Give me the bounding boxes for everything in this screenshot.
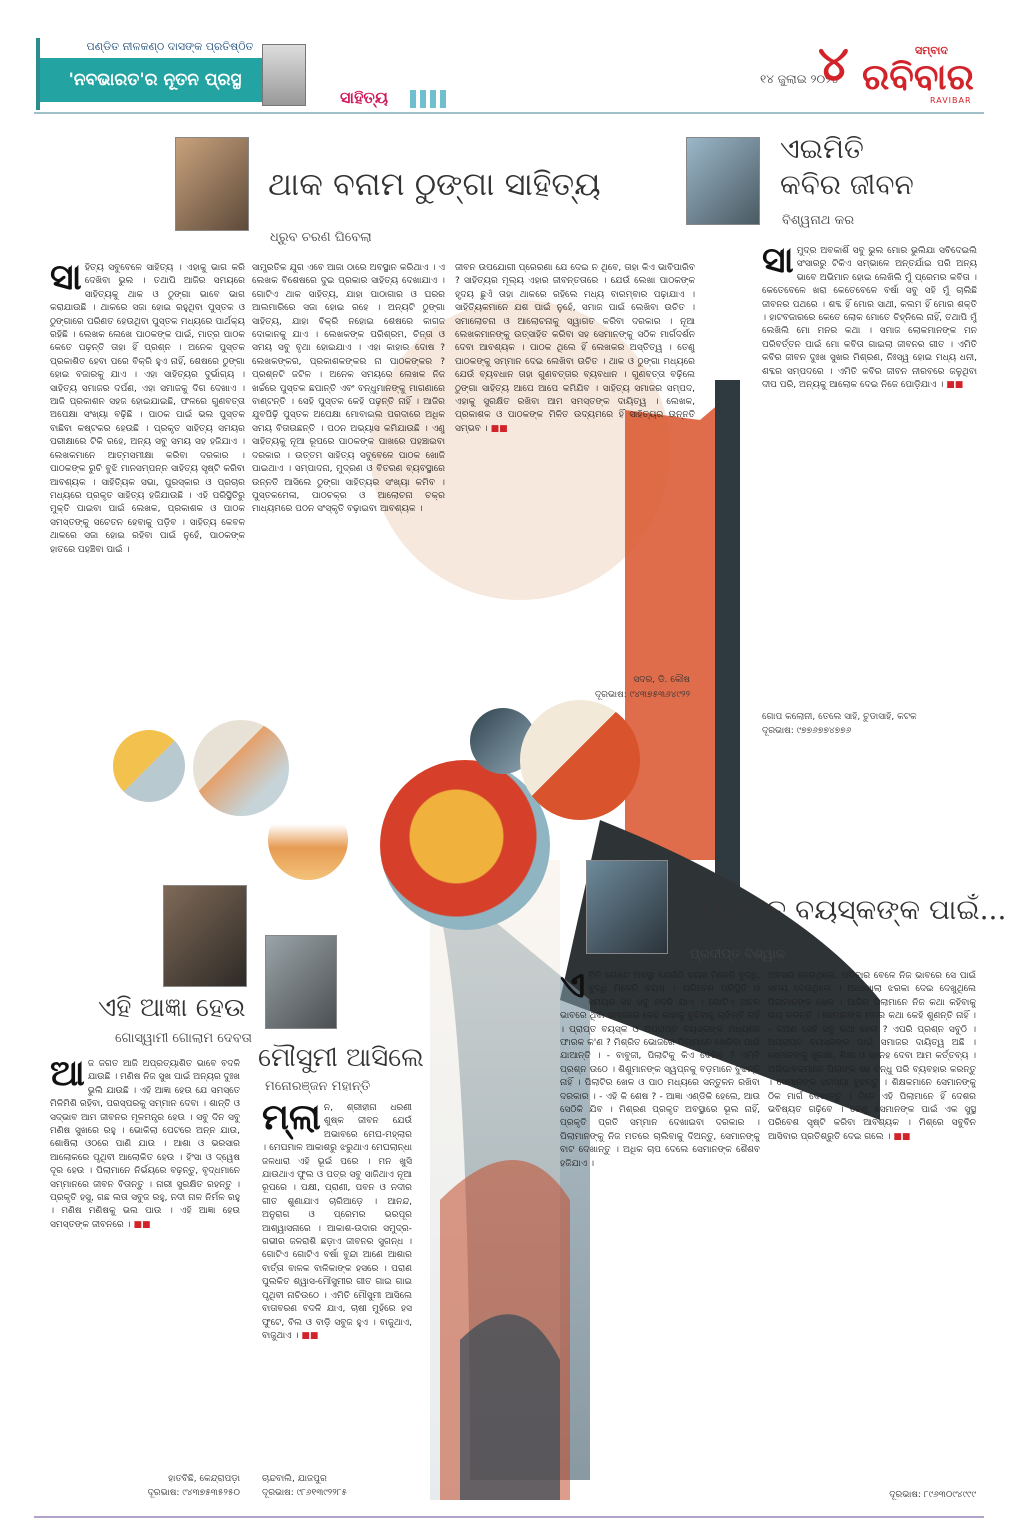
author-phone: ଦୂରଭାଷ: ୯୮୬୧୩୯୨୨୮୫: [262, 1488, 348, 1498]
article-byline: ପ୍ରଦୀପ୍ତ ବିଶ୍ୱାଳ: [690, 947, 786, 962]
page-number: ୪: [818, 36, 849, 92]
drop-cap: ସା: [50, 262, 82, 298]
article-headline: ଥାକ ବନାମ ଠୁଙ୍ଗା ସାହିତ୍ୟ: [268, 165, 601, 203]
author-photo: [586, 860, 668, 954]
end-mark: ■■: [893, 1131, 911, 1142]
article-text: ହିତ୍ୟ ସବୁବେଳେ ସାହିତ୍ୟ । ଏହାକୁ ଭାଗ କରି ଦେଖିବା ଭୁଲ । ତଥାପି ଆଜିର ସମୟରେ ସାହିତ୍ୟକୁ ଥାକ ଓ ଠୁଙ୍ଗା ଭାବେ ଭାଗ କରାଯାଉଛି । ଥାକରେ ସଜା ହୋଇ ରହୁଥିବା ପୁସ୍ତକ ଓ ଠୁଙ୍ଗାରେ ପରିଣତ ହେଉଥିବା ପୁସ୍ତକ ମଧ୍ୟରେ ପାର୍ଥକ୍ୟ ରହିଛି । ଲେଖକ ଲେଖେ ପାଠକଙ୍କ ପାଇଁ, ମାତ୍ର ପାଠକ କେତେ ପଢ଼ନ୍ତି ତାହା ହିଁ ପ୍ରଶ୍ନ । ଅନେକ ପୁସ୍ତକ ପ୍ରକାଶିତ ହେବା ପରେ ବିକ୍ରି ହୁଏ ନାହିଁ, ଶେଷରେ ଠୁଙ୍ଗା ହୋଇ ବଜାରକୁ ଯାଏ । ଏହା ସାହିତ୍ୟର ଦୁର୍ଭାଗ୍ୟ । ସାହିତ୍ୟ ସମାଜର ଦର୍ପଣ, ଏହା ସମାଜକୁ ଦିଗ ଦେଖାଏ । ଆଜି ପ୍ରକାଶନ ସହଜ ହୋଇଯାଇଛି, ଫଳରେ ଗୁଣବତ୍ତା ଅପେକ୍ଷା ସଂଖ୍ୟା ବଢ଼ିଛି । ପାଠକ ପାଇଁ ଭଲ ପୁସ୍ତକ ବାଛିବା କଷ୍ଟକର ହେଉଛି । ପ୍ରକୃତ ସାହିତ୍ୟ ସମୟର ପରୀକ୍ଷାରେ ଟିକି ରହେ, ଅନ୍ୟ ସବୁ ସମୟ ସହ ହଜିଯାଏ । ଲେଖକମାନେ ଆତ୍ମସମୀକ୍ଷା କରିବା ଦରକାର । ପାଠକଙ୍କ ରୁଚି ବୁଝି ମାନସମ୍ପନ୍ନ ସାହିତ୍ୟ ସୃଷ୍ଟି କରିବା ଆବଶ୍ୟକ । ସାହିତ୍ୟିକ ସଭା, ପୁରସ୍କାର ଓ ପ୍ରଚାର ମଧ୍ୟରେ ପ୍ରକୃତ ସାହିତ୍ୟ ହଜିଯାଉଛି । ଏହି ପରିସ୍ଥିତିରୁ ମୁକ୍ତି ପାଇବା ପାଇଁ ଲେଖକ, ପ୍ରକାଶକ ଓ ପାଠକ ସମସ୍ତଙ୍କୁ ସଚେତନ ହେବାକୁ ପଡ଼ିବ । ସାହିତ୍ୟ କେବଳ ଥାକରେ ସଜା ହୋଇ ରହିବା ପାଇଁ ନୁହେଁ, ପାଠକଙ୍କ ହାତରେ ପହଞ୍ଚିବା ପାଇଁ ।: [50, 263, 245, 555]
newspaper-logo: ରବିବାର: [862, 56, 974, 98]
poem-text: ଜ ଜଗତ ଆଜି ଅପ୍ରତ୍ୟାଶିତ ଭାବେ ବଦଳି ଯାଉଛି । ମଣିଷ ନିଜ ସୁଖ ପାଇଁ ଅନ୍ୟର ଦୁଃଖ ଭୁଲି ଯାଉଛି । ଏହି ଆଜ୍ଞା ହେଉ ଯେ ସମସ୍ତେ ମିଳିମିଶି ରହିବା, ପରସ୍ପରକୁ ସମ୍ମାନ ଦେବା । ଶାନ୍ତି ଓ ସଦ୍ଭାବ ଆମ ଜୀବନର ମୂଳମନ୍ତ୍ର ହେଉ । ସବୁ ଦିନ ସବୁ ମଣିଷ ସୁଖରେ ରହୁ । ଭୋକିଲା ପେଟରେ ଅନ୍ନ ଯାଉ, ଶୋଷିଲା ଓଠରେ ପାଣି ଯାଉ । ଆଶା ଓ ଭରସାର ଆଲୋକରେ ପୃଥିବୀ ଆଲୋକିତ ହେଉ । ହିଂସା ଓ ଦ୍ୱେଷ ଦୂର ହେଉ । ପିଲାମାନେ ନିର୍ଭୟରେ ବଢ଼ନ୍ତୁ, ବୃଦ୍ଧମାନେ ସମ୍ମାନରେ ଜୀବନ ବିତାନ୍ତୁ । ନାରୀ ସୁରକ୍ଷିତ ରହନ୍ତୁ । ପ୍ରକୃତି ହସୁ, ଗଛ ଲତା ସବୁଜ ରହୁ, ନଦୀ ନାଳ ନିର୍ମଳ ରହୁ । ମଣିଷ ମଣିଷକୁ ଭଲ ପାଉ । ଏହି ଆଜ୍ଞା ହେଉ ସମସ୍ତଙ୍କ ଜୀବନରେ ।: [50, 1059, 240, 1230]
article-text: ସାମ୍ପ୍ରତିକ ଯୁଗ ଏବେ ଆଜା ଠାରେ ଅବସ୍ଥାନ କରିଥାଏ । ଏ ଲେଖକ ବିଶେଷରେ ଦୁଇ ପ୍ରକାର ସାହିତ୍ୟ ଦେଖାଯାଏ । ଗୋଟିଏ ଥାକ ସାହିତ୍ୟ, ଯାହା ପାଠାଗାର ଓ ଘରର ଆଲମାରିରେ ସଜା ହୋଇ ରହେ । ଅନ୍ୟଟି ଠୁଙ୍ଗା ସାହିତ୍ୟ, ଯାହା ବିକ୍ରି ନହୋଇ ଶେଷରେ କାଗଜ ଦୋକାନକୁ ଯାଏ । ଲେଖକଙ୍କ ପରିଶ୍ରମ, ଚିନ୍ତା ଓ ସମୟ ସବୁ ବୃଥା ହୋଇଯାଏ । ଏହା କାହାର ଦୋଷ ? ଲେଖକଙ୍କର, ପ୍ରକାଶକଙ୍କର ନା ପାଠକଙ୍କର ? ପ୍ରଶ୍ନଟି ଜଟିଳ । ଅନେକ ସମୟରେ ଲେଖକ ନିଜ ଖର୍ଚ୍ଚରେ ପୁସ୍ତକ ଛପାନ୍ତି ଏବଂ ବନ୍ଧୁମାନଙ୍କୁ ମାଗଣାରେ ବାଣ୍ଟନ୍ତି । ସେହି ପୁସ୍ତକ କେହି ପଢ଼ନ୍ତି ନାହିଁ । ଆଜିର ଯୁବପିଢ଼ି ପୁସ୍ତକ ଅପେକ୍ଷା ମୋବାଇଲ ପରଦାରେ ଅଧିକ ସମୟ ବିତାଉଛନ୍ତି । ପଠନ ଅଭ୍ୟାସ କମିଯାଉଛି । ଏଣୁ ସାହିତ୍ୟକୁ ନୂଆ ରୂପରେ ପାଠକଙ୍କ ପାଖରେ ପହଞ୍ଚାଇବା ଦରକାର । ଉତ୍ତମ ସାହିତ୍ୟ ସବୁବେଳେ ପାଠକ ଖୋଜି ପାଇଥାଏ । ସମ୍ପାଦନା, ମୁଦ୍ରଣ ଓ ବିତରଣ ବ୍ୟବସ୍ଥାରେ ଉନ୍ନତି ଆସିଲେ ଠୁଙ୍ଗା ସାହିତ୍ୟର ସଂଖ୍ୟା କମିବ । ପୁସ୍ତକମେଳା, ପାଠଚକ୍ର ଓ ଆଲୋଚନା ଚକ୍ର ମାଧ୍ୟମରେ ପଠନ ସଂସ୍କୃତି ବଢ଼ାଇବା ଆବଶ୍ୟକ ।: [252, 263, 445, 515]
author-phone: ଦୂରଭାଷ: ୯୪୩୭୫୩୫୨୫୦: [147, 1488, 240, 1498]
author-phone: ଦୂରଭାଷ: ୮୯୬୩୦୯୪୯୯୯: [889, 1490, 976, 1500]
article-headline: ଏହି ଆଜ୍ଞା ହେଉ: [98, 993, 246, 1023]
author-photo: [265, 935, 337, 1029]
decorative-circle: [113, 730, 185, 802]
article-byline: ମନୋରଞ୍ଜନ ମହାନ୍ତି: [265, 1079, 371, 1094]
article-column: [560, 970, 760, 1475]
author-photo: [175, 137, 249, 231]
article-column: [768, 970, 976, 1475]
decorative-circle: [268, 800, 348, 880]
end-mark: ■■: [301, 1330, 319, 1341]
author-location: ଚାନ୍ଦବାଲି, ଯାଜପୁର: [262, 1474, 327, 1484]
article-byline: ଧ୍ରୁବ ଚରଣ ଘିବେଲା: [270, 230, 372, 245]
poem: [262, 1102, 412, 1472]
poem: [50, 1058, 240, 1463]
author-phone: ଦୂରଭାଷ: ୯୪୩୭୫୩୬୪୯୨୨: [594, 690, 690, 700]
promo-tagline: ପଣ୍ଡିତ ନୀଳକଣ୍ଠ ଦାସଙ୍କ ପ୍ରତିଷ୍ଠିତ: [86, 40, 254, 53]
article-column: [455, 262, 695, 672]
article-headline: ଅପ୍ରାପ୍ତ ବୟସ୍କଙ୍କ ପାଇଁ...: [680, 893, 1007, 926]
logo-subtitle: ସମ୍ବାଦ: [915, 44, 948, 57]
article-headline: କବିର ଜୀବନ: [780, 168, 914, 201]
author-address: ଗୋପ କଲୋନୀ, ତେଲେ ସାହି, ଚୁଡାସାହି, କଟକ: [762, 712, 917, 722]
author-location: ହାତବିଛି, କେନ୍ଦ୍ରାପଡ଼ା: [168, 1474, 240, 1484]
poem: [762, 245, 977, 705]
article-headline: ଏଇମିତି: [780, 132, 864, 165]
end-mark: ■■: [490, 423, 508, 434]
article-text: ମିତି ଗୋଟେ ଅବସ୍ଥା ଯେଉଁଠି ବୟସ ମିଳେନି ବୁଦ୍ଧି, ବୁଦ୍ଧି ମିଳେନି ବୟସ । ପରିବେଶ ପରିସ୍ଥିତି ଓ ସମୟର ସହ ସବୁ ବଦଳି ଯାଏ । ଗୋଟିଏ ଅଚଳ ଭାବରେ ଥିବା ସମାଜରେ କେହି କାହାକୁ ବୁଝିବାକୁ ଚାହାଁନ୍ତି ନାହିଁ । ପ୍ରାପ୍ତ ବୟସ୍କ ଓ ଅପ୍ରାପ୍ତ ବୟସ୍କଙ୍କ ମଧ୍ୟରେ ଫାରକ କ'ଣ ? ମିଶ୍ରିତ ଭୋଜରେ ପିଲାମାନେ ଖେଳିବା ପାଇଁ ଯାଆନ୍ତି । - ବାବୁଜୀ, ପିଲାଟିକୁ କିଏ ଦେଖିବ ? ଏମିତି ପ୍ରଶ୍ନ ଉଠେ । ଶିଶୁମାନଙ୍କ ସ୍ୱପ୍ନକୁ ବଡ଼ମାନେ ବୁଝନ୍ତି ନାହିଁ । ପିଲାଟିର ଖେଳ ଓ ପାଠ ମଧ୍ୟରେ ସନ୍ତୁଳନ ରଖିବା ଦରକାର । - ଏହି କି ଶେଷ ? - ଆଜ୍ଞା ଏଣ୍ଡିକି ହେଲେ, ଆଉ ସେଠିକି ଯିବ । ମିଶ୍ରଣ ପ୍ରକୃତ ଅବସ୍ଥାରେ ଭୂଲ ନାହିଁ, ପ୍ରକୃତି ପ୍ରତି ସମ୍ମାନ ଦେଖାଇବା ଦରକାର । ପିଲାମାନଙ୍କୁ ନିଜ ମତରେ ଚାଲିବାକୁ ଦିଅନ୍ତୁ, ସେମାନଙ୍କୁ ବାଟ ଦେଖାନ୍ତୁ । ଅଧିକ ଚାପ ଦେଲେ ସେମାନଙ୍କ ଶୈଶବ ହଜିଯାଏ ।: [560, 971, 760, 1169]
end-mark: ■■: [133, 1219, 151, 1230]
article-byline: ଗୋସ୍ୱାମୀ ଗୋଲାମ ଦେବତା: [115, 1031, 252, 1046]
end-mark: ■■: [946, 380, 964, 391]
author-location: ସଦର, ଡି. କୌଷ: [633, 675, 690, 685]
article-column: [50, 262, 245, 694]
section-decoration: [410, 90, 450, 112]
article-text: ଜୀବନ ଉପଯୋଗୀ ପ୍ରେରଣା ଯେ ଦେଇ ନ ଥିବେ, ତାହା କିଏ ଭାବିପାରିବ ? ସାହିତ୍ୟର ମୂଲ୍ୟ ଏହାର ଜୀବନ୍ତତାରେ । ଯେଉଁ ଲେଖା ପାଠକଙ୍କ ହୃଦୟ ଛୁଏଁ ତାହା ଥାକରେ ରହିଲେ ମଧ୍ୟ ବାରମ୍ବାର ପଢ଼ାଯାଏ । ସାହିତ୍ୟିକମାନେ ଯଶ ପାଇଁ ନୁହେଁ, ସମାଜ ପାଇଁ ଲେଖିବା ଉଚିତ । ସମାଲୋଚନା ଓ ଆଲୋଚନାକୁ ସ୍ୱାଗତ କରିବା ଦରକାର । ନୂଆ ଲେଖକମାନଙ୍କୁ ଉତ୍ସାହିତ କରିବା ସହ ସେମାନଙ୍କୁ ସଠିକ ମାର୍ଗଦର୍ଶନ ଦେବା ଆବଶ୍ୟକ । ପାଠକ ଥିଲେ ହିଁ ଲେଖକର ଅସ୍ତିତ୍ୱ । ତେଣୁ ପାଠକଙ୍କୁ ସମ୍ମାନ ଦେଇ ଲେଖିବା ଉଚିତ । ଥାକ ଓ ଠୁଙ୍ଗା ମଧ୍ୟରେ ଯେଉଁ ବ୍ୟବଧାନ ତାହା ଗୁଣବତ୍ତାର ବ୍ୟବଧାନ । ଗୁଣବତ୍ତା ବଢ଼ିଲେ ଠୁଙ୍ଗା ସାହିତ୍ୟ ଆପେ ଆପେ କମିଯିବ । ସାହିତ୍ୟ ସମାଜର ସମ୍ପଦ, ଏହାକୁ ସୁରକ୍ଷିତ ରଖିବା ଆମ ସମସ୍ତଙ୍କ ଦାୟିତ୍ୱ । ଲେଖକ, ପ୍ରକାଶକ ଓ ପାଠକଙ୍କ ମିଳିତ ଉଦ୍ୟମରେ ହିଁ ସାହିତ୍ୟର ଉନ୍ନତି ସମ୍ଭବ ।: [455, 263, 695, 434]
footer-rule: [34, 1516, 984, 1518]
founder-portrait: [262, 44, 306, 106]
decorative-circle-main: [380, 760, 550, 930]
poem-text: ନ, ଶ୍ରୀହୀନା ଧରଣୀ ଶୁଷ୍କ ଜୀବନ ଯେଉଁ ଅଭାବରେ ମେଘ-ମହ୍ଲାର । ମେଘମାଳ ଆକାଶରୁ ଝରୁଥାଏ ମେଘଲାନ୍ଧା ଜଳଧାରା ଏହି ଭୂଇଁ ପରେ । ମନ ଖୁସି ଯାଉଥାଏ ଫୁଲ ଓ ପତ୍ର ସବୁ ସାଜିଥାଏ ନୂଆ ରୂପରେ । ପକ୍ଷୀ, ପ୍ରାଣୀ, ପବନ ଓ ନଦୀର ଗୀତ ଶୁଣାଯାଏ ଚାରିଆଡ଼େ । ଆନନ୍ଦ, ଅନୁରାଗ ଓ ପ୍ରେମର ଭରପୂର ଆଶ୍ୱାସନାରେ । ଆକାଶ-ଉଦାର ସମୁଦ୍ର-ଗଭୀର ଜଳରାଶି ଛଡ଼ାଏ ଜୀବନର ସୁଗନ୍ଧ । ଗୋଟିଏ ଗୋଟିଏ ବର୍ଷା ବୁନ୍ଦା ଆଣେ ଆଶାର ବାର୍ତ୍ତା ବାଳକ ବାଳିକାଙ୍କ ହସରେ । ପରାଣ ପୁଲକିତ ଶ୍ୱାସ-ମୌସୁମୀର ଗୀତ ଗାଇ ଗାଇ ପୃଥିବୀ ନାଚିଉଠେ । ଏମିତି ମୌସୁମୀ ଆସିଲେ ବାତାବରଣ ବଦଳି ଯାଏ, ଚାଷୀ ମୁହଁରେ ହସ ଫୁଟେ, ବିଲ ଓ ବାଡ଼ି ସବୁଜ ହୁଏ । ବାଜୁଥାଏ, ବାଜୁଥାଏ ।: [262, 1103, 412, 1341]
issue-date: ୧୪ ଜୁଲାଇ ୨୦୨୪: [760, 72, 839, 86]
decorative-circle: [193, 720, 289, 816]
drop-cap: ଆ: [50, 1058, 85, 1094]
article-text: ଅବସର ନେଉଥିଲେ, ପରିବାର ବେଳେ ନିଜ ଭାବରେ ସେ ପାଇଁ ସମୟ ଦେଉଥିଲେ । ଅଧଖୋଲା ଝରକା ଦେଇ ଦେଖୁଥିଲେ ପିଲାମାନଙ୍କ ଖେଳ । ଆଜିର ପିଲାମାନେ ନିଜ କଥା କହିବାକୁ ଭୟ କରନ୍ତି । ସେମାନଙ୍କ ମନର କଥା କେହି ଶୁଣନ୍ତି ନାହିଁ । - କଅଣ ସେହି ସବୁ କଥା ହେଲା ? ଏପରି ପ୍ରଶ୍ନ ସବୁଠି । ଅପ୍ରାପ୍ତ ବୟସ୍କଙ୍କ ପାଇଁ ସମାଜର ଦାୟିତ୍ୱ ଅଛି । ସେମାନଙ୍କୁ ସୁରକ୍ଷା, ଶିକ୍ଷା ଓ ସ୍ନେହ ଦେବା ଆମ କର୍ତ୍ତବ୍ୟ । ଅଭିଭାବକମାନେ ପିଲାଙ୍କ ସହ ବନ୍ଧୁ ପରି ବ୍ୟବହାର କରନ୍ତୁ । ସେମାନଙ୍କ ସମସ୍ୟା ବୁଝନ୍ତୁ । ଶିକ୍ଷକମାନେ ସେମାନଙ୍କୁ ଠିକ ମାର୍ଗ ଦେଖାନ୍ତୁ । ଦିନେ ଏହି ପିଲାମାନେ ହିଁ ଦେଶର ଭବିଷ୍ୟତ ଗଢ଼ିବେ । ତେଣୁ ସେମାନଙ୍କ ପାଇଁ ଏକ ସୁସ୍ଥ ପରିବେଶ ସୃଷ୍ଟି କରିବା ଆବଶ୍ୟକ । ମିଶ୍ରେ ସବୁବିନ ଆସିବାର ପ୍ରତିଶ୍ରୁତି ଦେଇ ଗଲେ ।: [768, 971, 976, 1142]
promo-title: 'ନବଭାରତ'ର ନୂତନ ପ୍ରସ୍ଥ: [40, 58, 270, 102]
author-phone: ଦୂରଭାଷ: ୯୭୭୬୭୭୪୭୭୬: [762, 726, 852, 736]
logo-english: RAVIBAR: [930, 96, 972, 105]
drop-cap: ସା: [762, 245, 794, 281]
decorative-circle: [520, 700, 640, 820]
author-photo: [163, 885, 247, 987]
article-byline: ବିଶ୍ୱନାଥ କର: [782, 213, 855, 228]
drop-cap: ମ୍ଲା: [262, 1102, 321, 1138]
author-photo: [686, 137, 760, 225]
header-rule: [34, 112, 984, 114]
drop-cap: ଏ: [560, 970, 586, 1006]
section-label: ସାହିତ୍ୟ: [340, 88, 389, 107]
article-headline: ମୌସୁମୀ ଆସିଲେ: [258, 1043, 424, 1073]
article-column: [252, 262, 445, 694]
poem-text: ମୁଦ୍ର ଅବକାଶିଁ ସବୁ ଭୁଲ ମୋର ଭୁଲିଯା ସବିଦେଇଲି ସଂସାରରୁ ଟିକିଏ ସମ୍ଭାଳେ ଅନ୍ତର୍ଯାଇ ପରି ଅନ୍ୟ ଭାବେ ଅଭିମାନ ହୋଇ ଲେଖିଲି ମୁଁ ପ୍ରେମର କବିତା । କେତେବେଳେ ଖରା କେତେବେଳେ ବର୍ଷା ସବୁ ସହି ମୁଁ ଚାଲିଛି ଜୀବନର ପଥରେ । ଶବ୍ଦ ହିଁ ମୋର ସାଥୀ, କଲମ ହିଁ ମୋର ଶକ୍ତି । ହାଟବଜାରରେ କେତେ ଲୋକ ମୋତେ ଚିହ୍ନିଲେ ନାହିଁ, ତଥାପି ମୁଁ ଲେଖିଲି ମୋ ମନର କଥା । ସମାଜ ଲୋକମାନଙ୍କ ମନ ପରିବର୍ତ୍ତନ ପାଇଁ ମୋ କବିତା ଗାଇଲା ଜୀବନର ଗୀତ । ଏମିତି କବିର ଜୀବନ ଦୁଃଖ ସୁଖର ମିଶ୍ରଣ, ନିଃସ୍ୱ ହୋଇ ମଧ୍ୟ ଧନୀ, ଶବ୍ଦର ସମ୍ପଦରେ । ଏମିତି କବିର ଜୀବନ ନୀରବରେ ଜଳୁଥିବା ଦୀପ ପରି, ଅନ୍ୟକୁ ଆଲୋକ ଦେଇ ନିଜେ ପୋଡ଼ିଯାଏ ।: [762, 246, 977, 391]
